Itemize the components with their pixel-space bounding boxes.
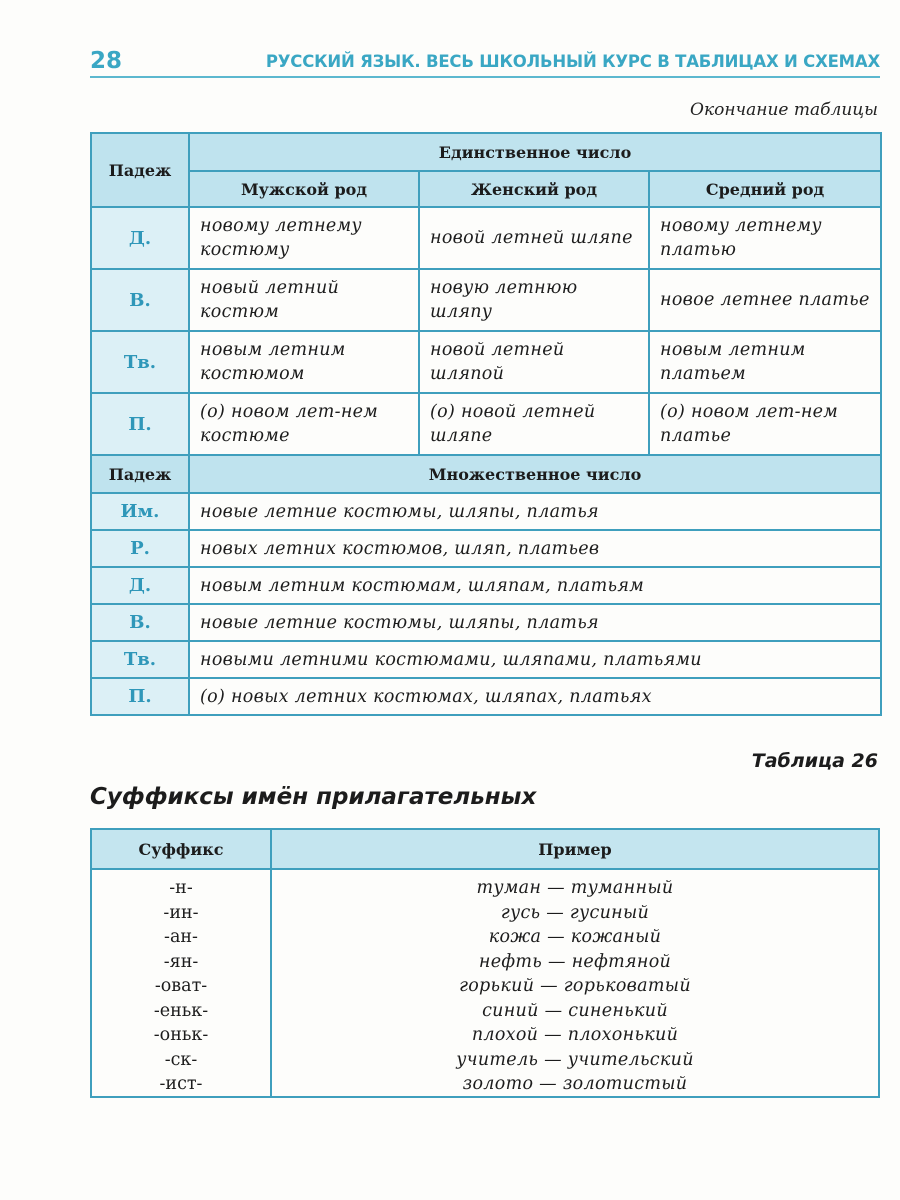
neuter-form: новому летнему платью [649, 207, 881, 269]
plural-forms: (о) новых летних костюмах, шляпах, платьях [189, 678, 881, 715]
page-header [90, 46, 880, 78]
masculine-form: новым летним костюмом [189, 331, 419, 393]
case-label: Р. [91, 530, 189, 567]
masculine-header: Мужской род [189, 171, 419, 207]
feminine-header: Женский род [419, 171, 649, 207]
case-label: П. [91, 678, 189, 715]
example-item: нефть — нефтяной [478, 951, 672, 972]
plural-header: Множественное число [189, 455, 881, 493]
table-row [91, 393, 881, 455]
case-label: П. [91, 393, 189, 455]
masculine-form: новый летний костюм [189, 269, 419, 331]
example-list [272, 876, 878, 1097]
table-row [91, 641, 881, 678]
example-column-header: Пример [538, 840, 612, 859]
neuter-form: новым летним платьем [649, 331, 881, 393]
suffix-item: -ск- [164, 1049, 198, 1070]
table-row [91, 567, 881, 604]
table-row [91, 678, 881, 715]
suffix-table-header [92, 830, 878, 870]
declension-table [90, 132, 882, 716]
case-label: Тв. [91, 331, 189, 393]
suffix-item: -ян- [163, 951, 199, 972]
example-item: кожа — кожаный [488, 927, 662, 947]
table-row [91, 530, 881, 567]
case-label: Им. [91, 493, 189, 530]
plural-forms: новые летние костюмы, шляпы, платья [189, 493, 881, 530]
example-item: гусь — гусиный [500, 902, 650, 923]
singular-header: Единственное число [189, 133, 881, 171]
suffix-item: -ин- [163, 902, 199, 923]
suffix-item: -еньк- [153, 1000, 209, 1021]
table-row [91, 604, 881, 641]
table-row [91, 493, 881, 530]
table-row [91, 331, 881, 393]
plural-forms: новым летним костюмам, шляпам, платьям [189, 567, 881, 604]
suffix-item: -оньк- [153, 1025, 209, 1045]
plural-forms: новыми летними костюмами, шляпами, платьями [189, 641, 881, 678]
feminine-form: новую летнюю шляпу [419, 269, 649, 331]
example-item: горький — горьковатый [459, 976, 691, 996]
example-item: плохой — плохонький [471, 1025, 679, 1045]
plural-case-header: Падеж [91, 455, 189, 493]
case-label: Тв. [91, 641, 189, 678]
section-title: Суффиксы имён прилагательных [90, 784, 537, 810]
example-item: туман — туманный [476, 878, 674, 898]
case-label: В. [91, 269, 189, 331]
masculine-form: новому летнему костюму [189, 207, 419, 269]
table-row [91, 207, 881, 269]
plural-forms: новые летние костюмы, шляпы, платья [189, 604, 881, 641]
suffix-item: -н- [169, 878, 193, 898]
case-label: Д. [91, 567, 189, 604]
feminine-form: новой летней шляпе [419, 207, 649, 269]
example-item: учитель — учительский [456, 1049, 694, 1070]
running-title: РУССКИЙ ЯЗЫК. ВЕСЬ ШКОЛЬНЫЙ КУРС В ТАБЛИЦАХ И СХЕМАХ [265, 52, 880, 71]
example-item: синий — синенький [482, 1000, 668, 1021]
case-header: Падеж [91, 133, 189, 207]
feminine-form: новой летней шляпой [419, 331, 649, 393]
plural-forms: новых летних костюмов, шляп, платьев [189, 530, 881, 567]
suffix-item: -оват- [154, 976, 208, 996]
case-label: Д. [91, 207, 189, 269]
suffix-table [90, 828, 880, 1098]
table-label: Таблица 26 [751, 750, 878, 772]
continuation-note: Окончание таблицы [690, 100, 878, 120]
example-item: золото — золотистый [462, 1074, 688, 1094]
table-row [91, 269, 881, 331]
case-label: В. [91, 604, 189, 641]
neuter-form: новое летнее платье [649, 269, 881, 331]
neuter-form: (о) новом лет-нем платье [649, 393, 881, 455]
masculine-form: (о) новом лет-нем костюме [189, 393, 419, 455]
neuter-header: Средний род [649, 171, 881, 207]
feminine-form: (о) новой летней шляпе [419, 393, 649, 455]
suffix-item: -ист- [159, 1074, 203, 1094]
suffix-list [92, 876, 270, 1097]
suffix-column-header: Суффикс [138, 840, 224, 859]
page-number: 28 [90, 48, 123, 74]
suffix-item: -ан- [164, 927, 198, 947]
